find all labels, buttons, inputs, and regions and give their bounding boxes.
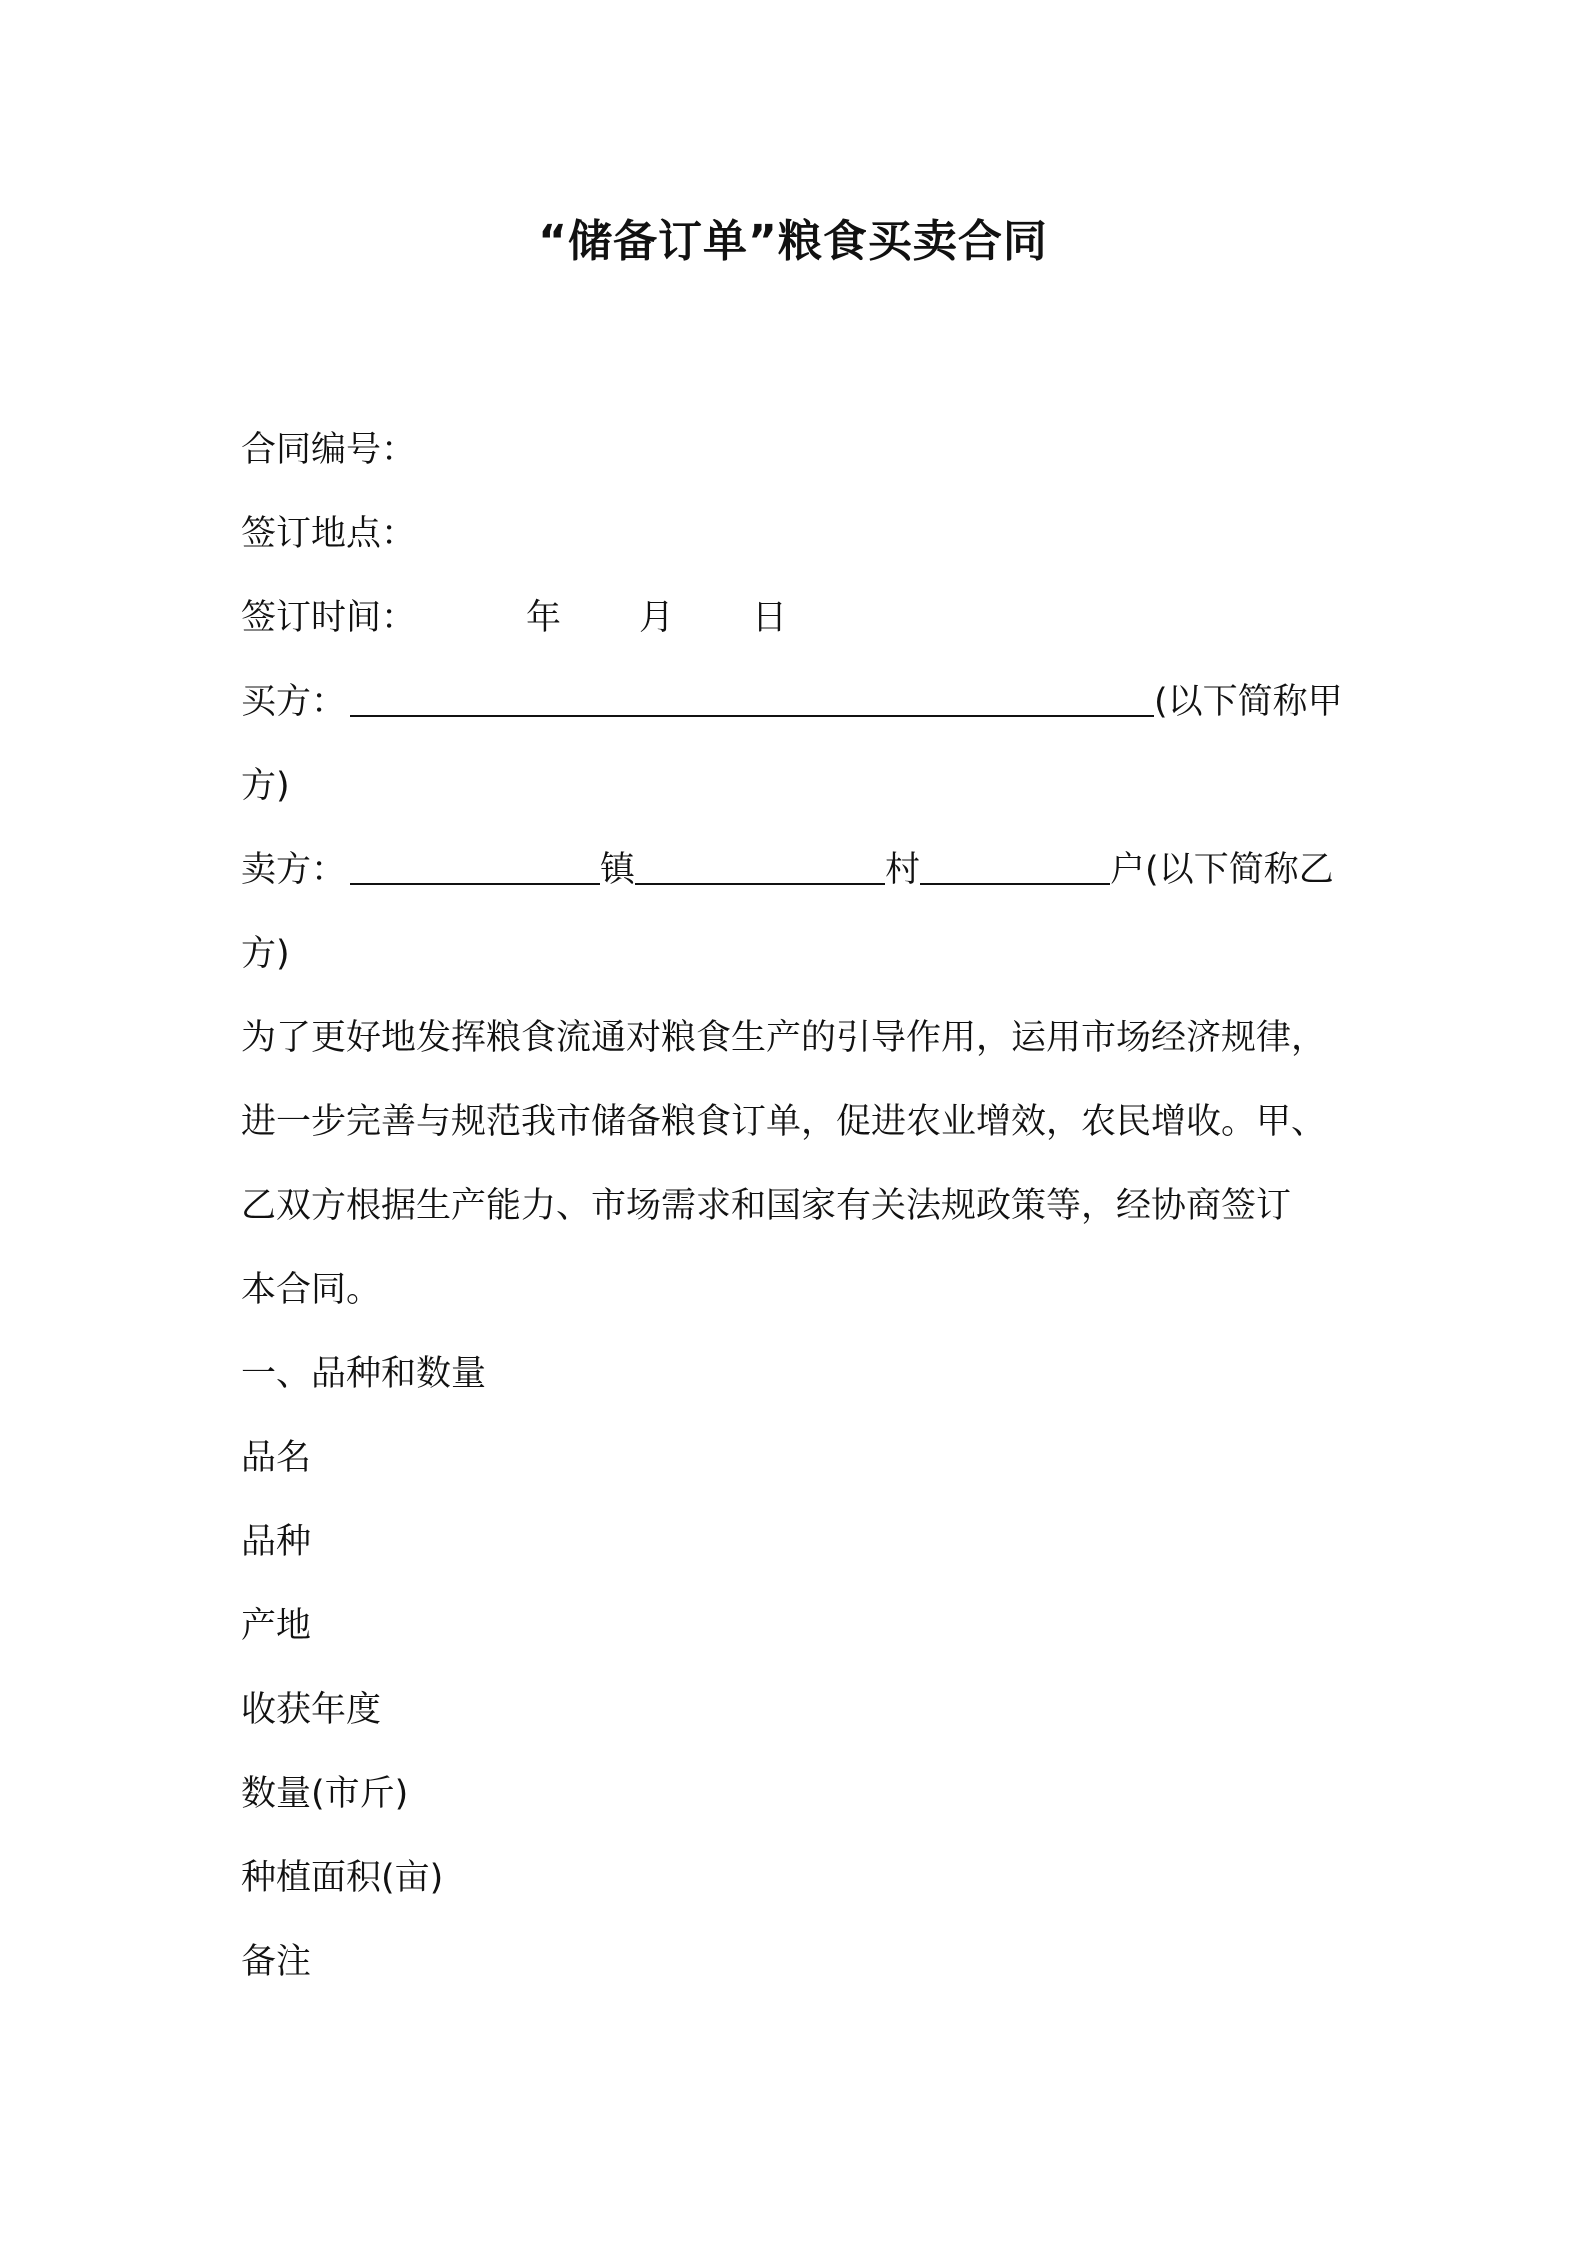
sign-time-line (241, 576, 1371, 660)
preamble-line-2: 进一步完善与规范我市储备粮食订单，促进农业增效，农民增收。甲、 (241, 1102, 1327, 1142)
item-origin: 产地 (241, 1606, 312, 1646)
buyer-label: 买方： (241, 682, 347, 722)
preamble-line-3: 乙双方根据生产能力、市场需求和国家有关法规政策等，经协商签订 (241, 1186, 1292, 1226)
item-variety: 品种 (241, 1522, 312, 1562)
item-product-name: 品名 (241, 1438, 312, 1478)
item-harvest-year: 收获年度 (241, 1690, 382, 1730)
seller-line (241, 828, 1371, 912)
document-body (241, 408, 1371, 2004)
buyer-suffix-end: 方) (241, 766, 290, 806)
buyer-line-continued (241, 744, 1371, 828)
item-remarks: 备注 (241, 1942, 312, 1982)
sign-place-label: 签订地点： (241, 514, 417, 554)
seller-line-continued (241, 912, 1371, 996)
day-label: 日 (752, 598, 788, 638)
preamble-line-1: 为了更好地发挥粮食流通对粮食生产的引导作用，运用市场经济规律， (241, 1018, 1327, 1058)
town-blank (350, 845, 600, 885)
contract-number-line (241, 408, 1371, 492)
household-suffix: 户(以下简称乙 (1110, 850, 1334, 890)
sign-place-line (241, 492, 1371, 576)
month-label: 月 (639, 598, 675, 638)
village-blank (635, 845, 885, 885)
household-blank (920, 845, 1110, 885)
document-title: “储备订单”粮食买卖合同 (538, 216, 1048, 267)
buyer-suffix: (以下简称甲 (1154, 682, 1343, 722)
year-label: 年 (526, 598, 562, 638)
town-label: 镇 (600, 850, 636, 890)
item-planting-area: 种植面积(亩) (241, 1858, 444, 1898)
section-1-heading: 一、品种和数量 (241, 1354, 487, 1394)
item-quantity: 数量(市斤) (241, 1774, 409, 1814)
buyer-blank (350, 677, 1154, 717)
buyer-line (241, 660, 1371, 744)
seller-label: 卖方： (241, 850, 347, 890)
contract-number-label: 合同编号： (241, 430, 417, 470)
sign-time-label: 签订时间： (241, 598, 417, 638)
village-label: 村 (885, 850, 921, 890)
preamble-line-4: 本合同。 (241, 1270, 382, 1310)
seller-suffix-end: 方) (241, 934, 290, 974)
